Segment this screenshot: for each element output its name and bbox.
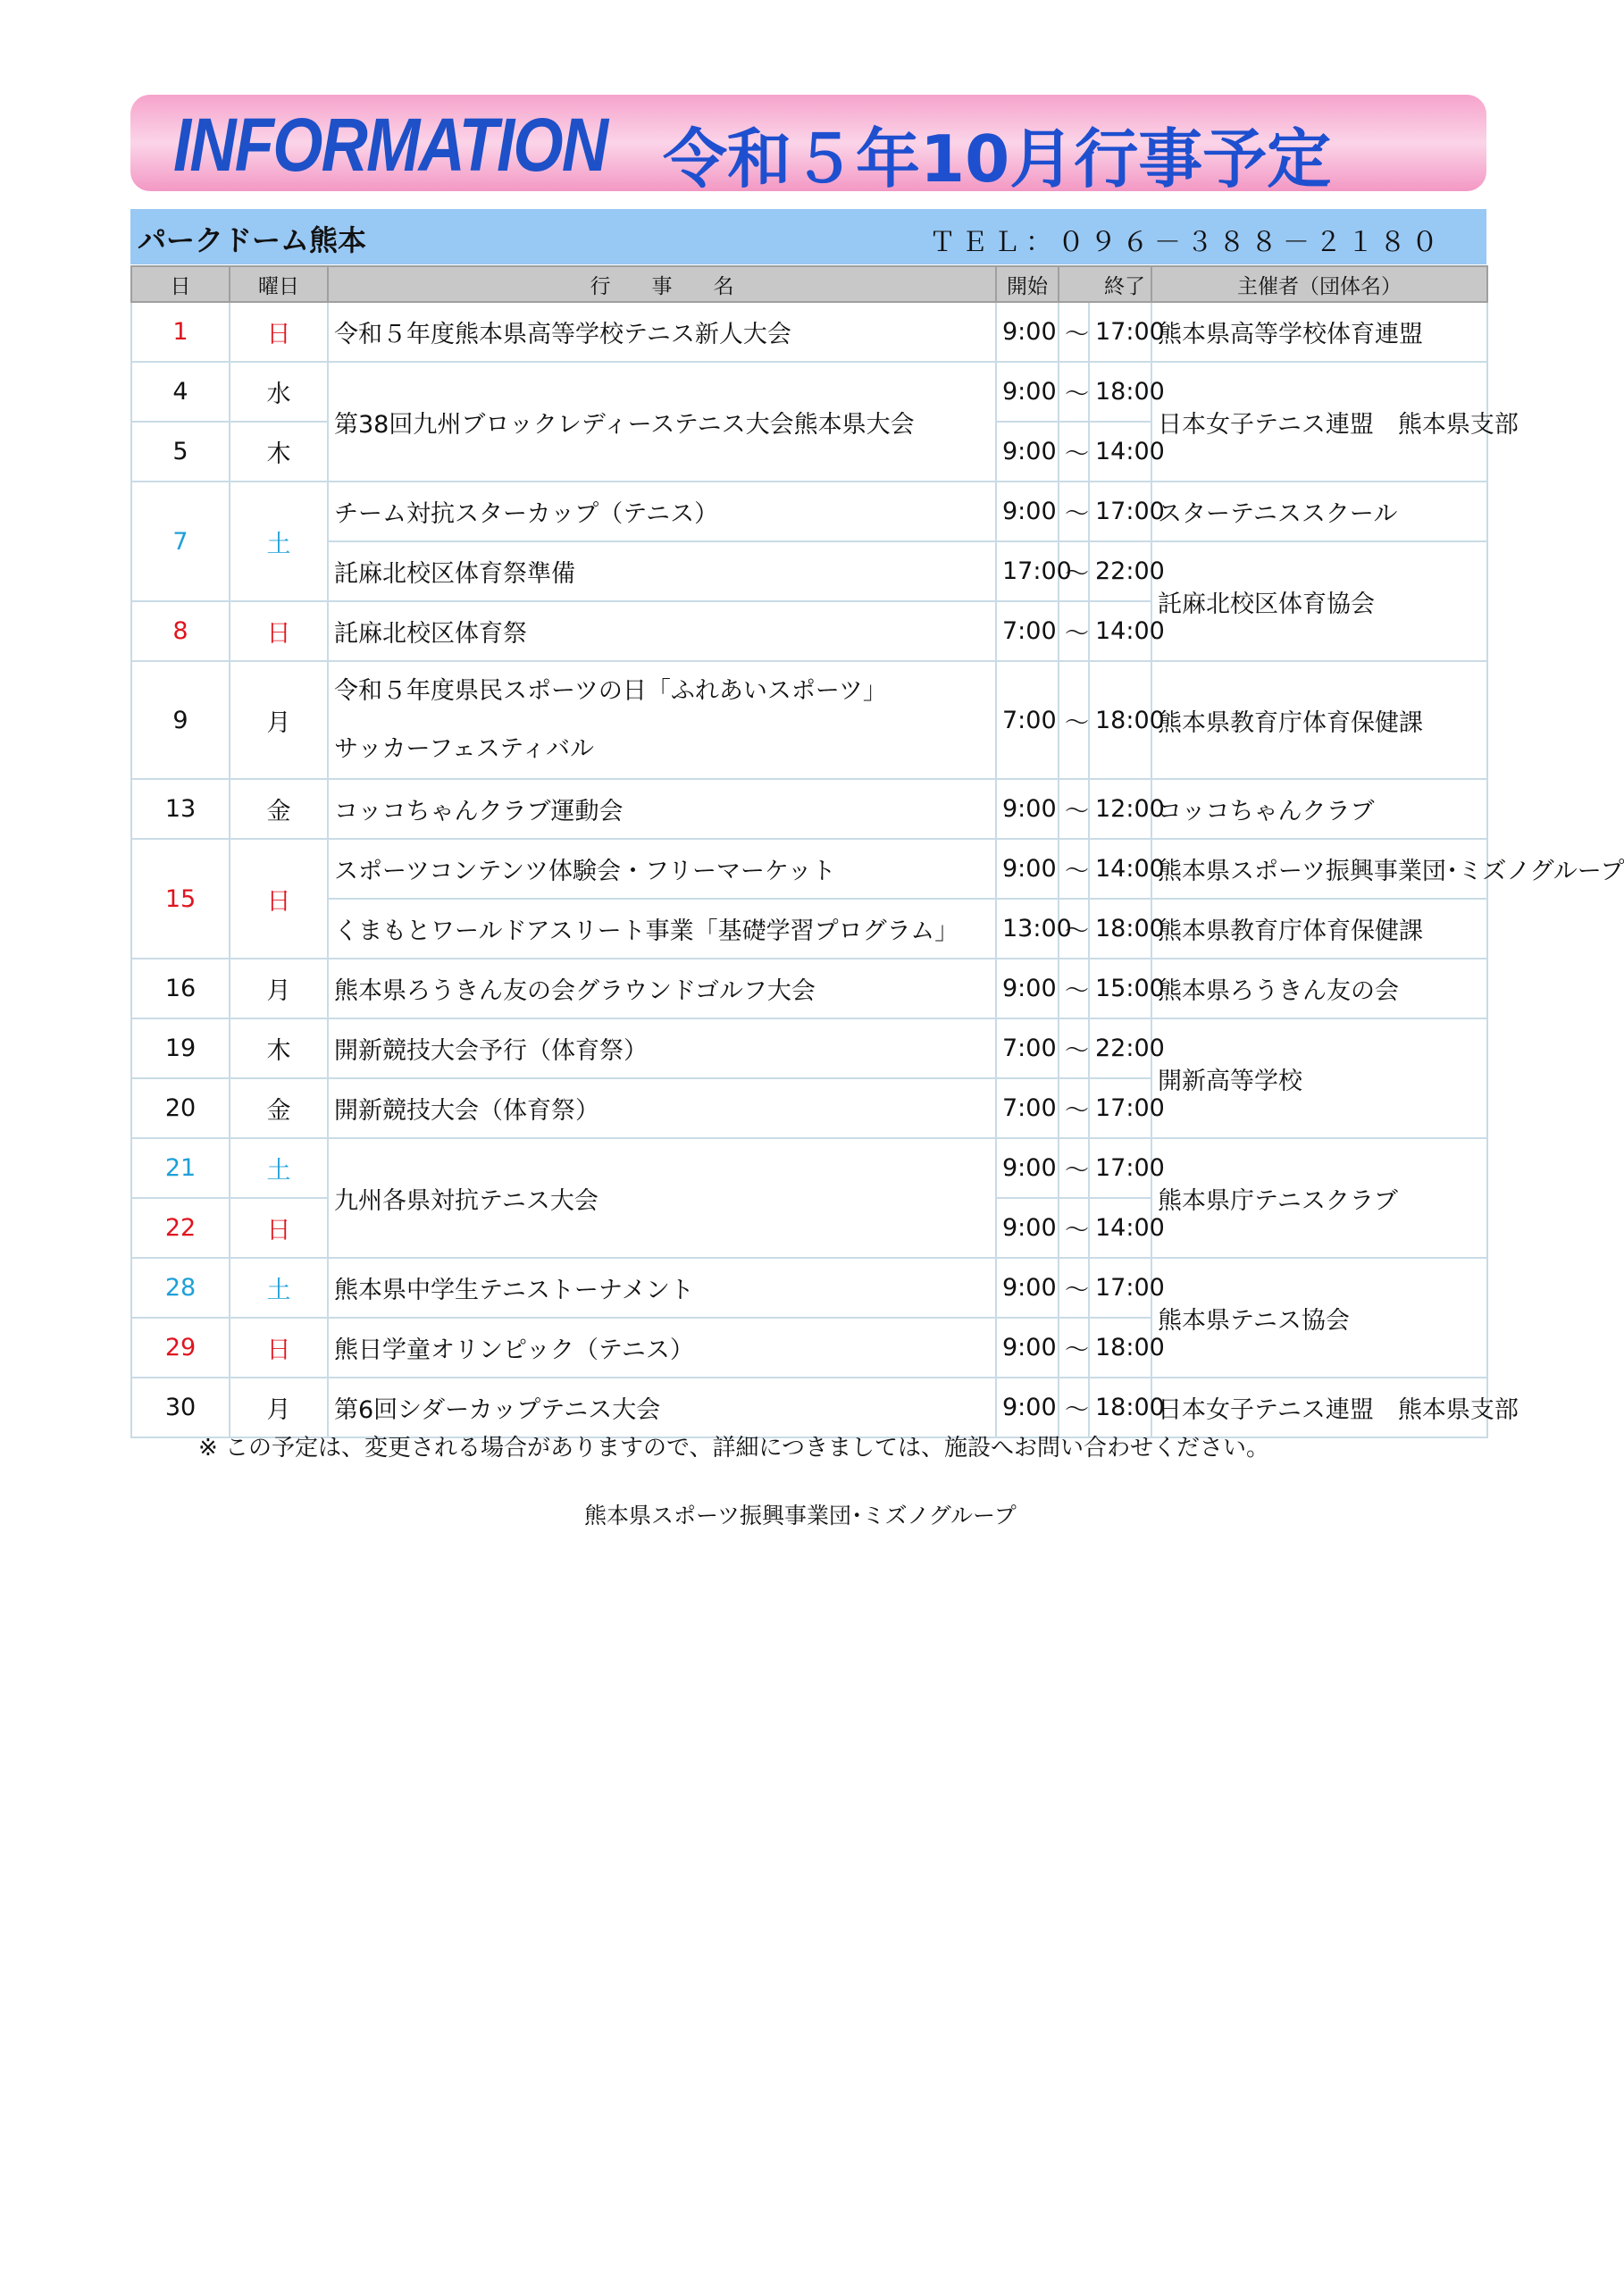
time-separator: ～ xyxy=(1059,839,1089,899)
start-time: 13:00 xyxy=(996,899,1059,959)
start-time: 9:00 xyxy=(996,1318,1059,1378)
end-time: 18:00 xyxy=(1089,362,1151,422)
organizer-cell: 託麻北校区体育協会 xyxy=(1151,541,1487,661)
organizer-cell: 日本女子テニス連盟 熊本県支部 xyxy=(1151,362,1487,482)
day-cell: 4 xyxy=(131,362,230,422)
weekday-cell: 土 xyxy=(230,482,328,601)
day-cell: 28 xyxy=(131,1258,230,1318)
start-time: 9:00 xyxy=(996,302,1059,362)
header-day: 日 xyxy=(131,266,230,302)
end-time: 14:00 xyxy=(1089,601,1151,661)
end-time: 22:00 xyxy=(1089,1018,1151,1078)
event-cell: 熊本県中学生テニストーナメント xyxy=(328,1258,996,1318)
organizer-cell: 熊本県教育庁体育保健課 xyxy=(1151,661,1487,779)
time-separator: ～ xyxy=(1059,302,1089,362)
weekday-cell: 日 xyxy=(230,302,328,362)
event-cell: 託麻北校区体育祭 xyxy=(328,601,996,661)
end-time: 18:00 xyxy=(1089,1318,1151,1378)
organizer-cell: コッコちゃんクラブ xyxy=(1151,779,1487,839)
weekday-cell: 日 xyxy=(230,601,328,661)
end-time: 18:00 xyxy=(1089,661,1151,779)
day-cell: 9 xyxy=(131,661,230,779)
header-event: 行 事 名 xyxy=(328,266,996,302)
time-separator: ～ xyxy=(1059,779,1089,839)
event-cell: スポーツコンテンツ体験会・フリーマーケット xyxy=(328,839,996,899)
time-separator: ～ xyxy=(1059,1318,1089,1378)
weekday-cell: 木 xyxy=(230,1018,328,1078)
event-cell: 熊日学童オリンピック（テニス） xyxy=(328,1318,996,1378)
time-separator: ～ xyxy=(1059,601,1089,661)
event-cell: 熊本県ろうきん友の会グラウンドゴルフ大会 xyxy=(328,959,996,1018)
header-start: 開始 xyxy=(996,266,1059,302)
weekday-cell: 月 xyxy=(230,661,328,779)
weekday-cell: 日 xyxy=(230,1318,328,1378)
day-cell: 8 xyxy=(131,601,230,661)
end-time: 14:00 xyxy=(1089,1198,1151,1258)
table-row xyxy=(131,1018,1487,1078)
weekday-cell: 日 xyxy=(230,1198,328,1258)
start-time: 7:00 xyxy=(996,661,1059,779)
organizer-cell: 熊本県高等学校体育連盟 xyxy=(1151,302,1487,362)
start-time: 9:00 xyxy=(996,959,1059,1018)
end-time: 17:00 xyxy=(1089,482,1151,541)
end-time: 14:00 xyxy=(1089,422,1151,482)
day-cell: 13 xyxy=(131,779,230,839)
end-time: 17:00 xyxy=(1089,302,1151,362)
event-cell: 令和５年度熊本県高等学校テニス新人大会 xyxy=(328,302,996,362)
header-end: 終了 xyxy=(1059,266,1151,302)
table-row xyxy=(131,899,1487,959)
event-cell: くまもとワールドアスリート事業「基礎学習プログラム」 xyxy=(328,899,996,959)
start-time: 7:00 xyxy=(996,1018,1059,1078)
time-separator: ～ xyxy=(1059,1378,1089,1437)
table-row xyxy=(131,1378,1487,1437)
time-separator: ～ xyxy=(1059,1258,1089,1318)
title-banner xyxy=(130,95,1486,197)
venue-name: パークドーム熊本 xyxy=(138,223,367,257)
event-cell: コッコちゃんクラブ運動会 xyxy=(328,779,996,839)
end-time: 14:00 xyxy=(1089,839,1151,899)
end-time: 17:00 xyxy=(1089,1258,1151,1318)
weekday-cell: 水 xyxy=(230,362,328,422)
event-cell: チーム対抗スターカップ（テニス） xyxy=(328,482,996,541)
time-separator: ～ xyxy=(1059,1198,1089,1258)
organizer-cell: 日本女子テニス連盟 熊本県支部 xyxy=(1151,1378,1487,1437)
weekday-cell: 金 xyxy=(230,1078,328,1138)
start-time: 9:00 xyxy=(996,422,1059,482)
day-cell: 30 xyxy=(131,1378,230,1437)
end-time: 17:00 xyxy=(1089,1078,1151,1138)
time-separator: ～ xyxy=(1059,1138,1089,1198)
start-time: 9:00 xyxy=(996,1378,1059,1437)
organizer-cell: 開新高等学校 xyxy=(1151,1018,1487,1138)
end-time: 18:00 xyxy=(1089,1378,1151,1437)
table-row xyxy=(131,362,1487,422)
schedule-table xyxy=(130,265,1624,1438)
table-row xyxy=(131,1138,1487,1198)
organizer-cell: 熊本県ろうきん友の会 xyxy=(1151,959,1487,1018)
table-row xyxy=(131,541,1487,601)
weekday-cell: 月 xyxy=(230,1378,328,1437)
weekday-cell: 木 xyxy=(230,422,328,482)
table-row xyxy=(131,302,1487,362)
day-cell: 15 xyxy=(131,839,230,959)
venue-tel: ＴＥＬ：０９６－３８８－２１８０ xyxy=(929,227,1444,258)
day-cell: 21 xyxy=(131,1138,230,1198)
weekday-cell: 月 xyxy=(230,959,328,1018)
venue-bar xyxy=(130,209,1486,264)
start-time: 9:00 xyxy=(996,779,1059,839)
time-separator: ～ xyxy=(1059,959,1089,1018)
disclaimer-note: ※ この予定は、変更される場合がありますので、詳細につきましては、施設へお問い合わせください。 xyxy=(198,1435,1270,1462)
day-cell: 29 xyxy=(131,1318,230,1378)
day-cell: 20 xyxy=(131,1078,230,1138)
organizer-cell: 熊本県教育庁体育保健課 xyxy=(1151,899,1487,959)
start-time: 9:00 xyxy=(996,482,1059,541)
table-row xyxy=(131,1258,1487,1318)
time-separator: ～ xyxy=(1059,482,1089,541)
start-time: 7:00 xyxy=(996,1078,1059,1138)
time-separator: ～ xyxy=(1059,1078,1089,1138)
start-time: 9:00 xyxy=(996,1138,1059,1198)
weekday-cell: 土 xyxy=(230,1138,328,1198)
time-separator: ～ xyxy=(1059,362,1089,422)
start-time: 9:00 xyxy=(996,1258,1059,1318)
day-cell: 16 xyxy=(131,959,230,1018)
end-time: 12:00 xyxy=(1089,779,1151,839)
organizer-cell: スターテニススクール xyxy=(1151,482,1487,541)
day-cell: 1 xyxy=(131,302,230,362)
table-row xyxy=(131,482,1487,541)
event-cell: 第38回九州ブロックレディーステニス大会熊本県大会 xyxy=(328,362,996,482)
day-cell: 5 xyxy=(131,422,230,482)
start-time: 9:00 xyxy=(996,362,1059,422)
footer-organization: 熊本県スポーツ振興事業団･ミズノグループ xyxy=(584,1503,1017,1529)
event-line-1: 令和５年度県民スポーツの日「ふれあいスポーツ」 xyxy=(334,676,887,705)
event-cell: 開新競技大会（体育祭） xyxy=(328,1078,996,1138)
weekday-cell: 日 xyxy=(230,839,328,959)
day-cell: 22 xyxy=(131,1198,230,1258)
header-organizer: 主催者（団体名） xyxy=(1151,266,1487,302)
event-cell: 託麻北校区体育祭準備 xyxy=(328,541,996,601)
header-weekday: 曜日 xyxy=(230,266,328,302)
table-row xyxy=(131,959,1487,1018)
start-time: 9:00 xyxy=(996,839,1059,899)
start-time: 7:00 xyxy=(996,601,1059,661)
time-separator: ～ xyxy=(1059,422,1089,482)
start-time: 9:00 xyxy=(996,1198,1059,1258)
day-cell: 7 xyxy=(131,482,230,601)
end-time: 15:00 xyxy=(1089,959,1151,1018)
time-separator: ～ xyxy=(1059,661,1089,779)
weekday-cell: 土 xyxy=(230,1258,328,1318)
start-time: 17:00 xyxy=(996,541,1059,601)
table-header-row xyxy=(131,266,1487,302)
table-row xyxy=(131,779,1487,839)
organizer-cell: 熊本県スポーツ振興事業団･ミズノグループ xyxy=(1151,839,1487,899)
weekday-cell: 金 xyxy=(230,779,328,839)
end-time: 17:00 xyxy=(1089,1138,1151,1198)
time-separator: ～ xyxy=(1059,1018,1089,1078)
table-row xyxy=(131,661,1487,779)
event-cell xyxy=(328,661,996,779)
banner-information-text: INFORMATION xyxy=(173,103,607,187)
table-row xyxy=(131,839,1487,899)
time-separator: ～ xyxy=(1059,541,1089,601)
end-time: 22:00 xyxy=(1089,541,1151,601)
event-cell: 第6回シダーカップテニス大会 xyxy=(328,1378,996,1437)
time-separator: ～ xyxy=(1059,899,1089,959)
organizer-cell: 熊本県テニス協会 xyxy=(1151,1258,1487,1378)
event-cell: 九州各県対抗テニス大会 xyxy=(328,1138,996,1258)
banner-title: 令和５年10月行事予定 xyxy=(663,121,1332,197)
end-time: 18:00 xyxy=(1089,899,1151,959)
event-line-2: サッカーフェスティバル xyxy=(334,734,595,763)
day-cell: 19 xyxy=(131,1018,230,1078)
organizer-cell: 熊本県庁テニスクラブ xyxy=(1151,1138,1487,1258)
event-cell: 開新競技大会予行（体育祭） xyxy=(328,1018,996,1078)
